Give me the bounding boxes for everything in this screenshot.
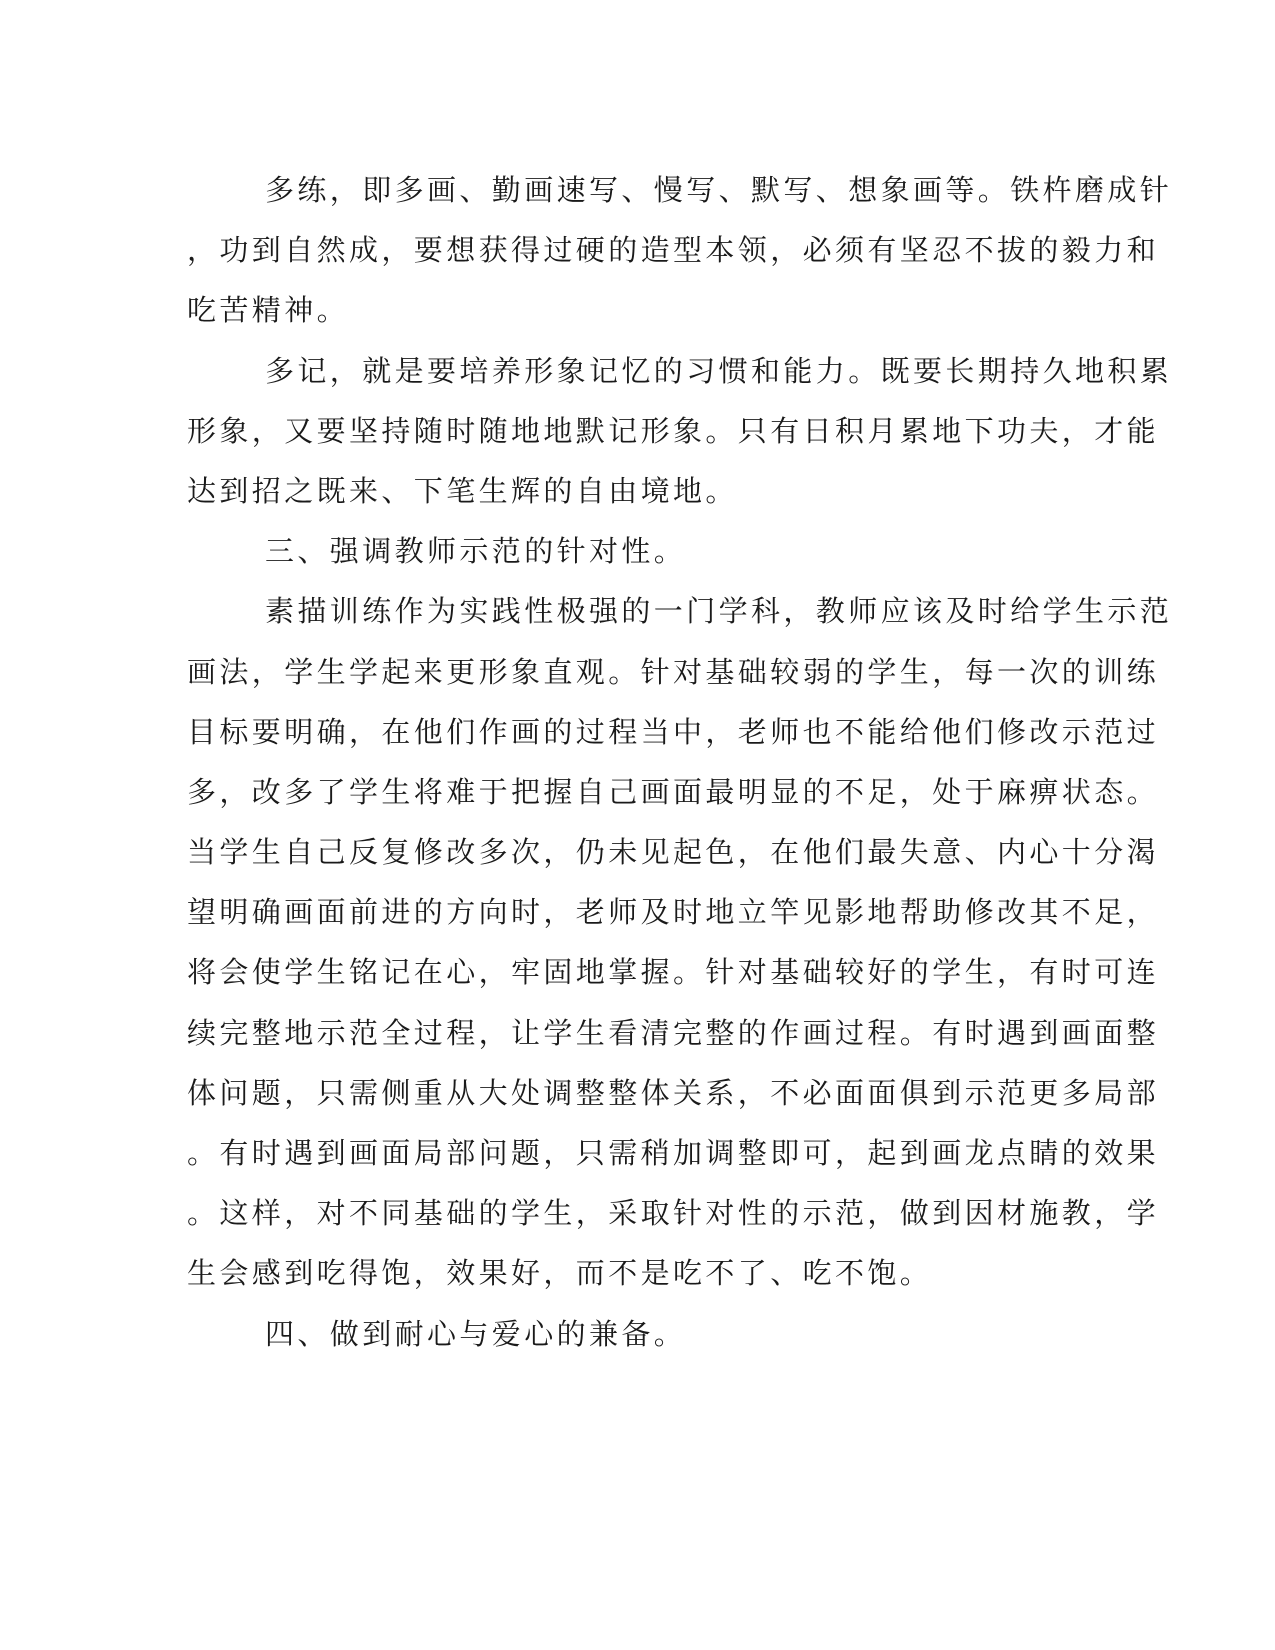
section-heading: 三、强调教师示范的针对性。 (265, 534, 687, 569)
text-line: 多记，就是要培养形象记忆的习惯和能力。既要长期持久地积累 (265, 353, 1173, 388)
text-line: 当学生自己反复修改多次，仍未见起色，在他们最失意、内心十分渴 (187, 835, 1160, 870)
text-line: 。这样，对不同基础的学生，采取针对性的示范，做到因材施教，学 (187, 1196, 1160, 1231)
text-line: 。有时遇到画面局部问题，只需稍加调整即可，起到画龙点睛的效果 (187, 1136, 1160, 1170)
text-line: 形象，又要坚持随时随地地默记形象。只有日积月累地下功夫，才能 (187, 413, 1160, 448)
section-heading: 四、做到耐心与爱心的兼备。 (265, 1316, 687, 1351)
text-line: 生会感到吃得饱，效果好，而不是吃不了、吃不饱。 (187, 1256, 933, 1291)
text-line: 体问题，只需侧重从大处调整整体关系，不必面面俱到示范更多局部 (187, 1075, 1160, 1110)
body-text (187, 160, 1173, 1364)
text-line: 多练，即多画、勤画速写、慢写、默写、想象画等。铁杵磨成针 (265, 173, 1173, 207)
text-line: 画法，学生学起来更形象直观。针对基础较弱的学生，每一次的训练 (187, 654, 1160, 689)
text-line: 将会使学生铭记在心，牢固地掌握。针对基础较好的学生，有时可连 (187, 955, 1160, 990)
text-line: 目标要明确，在他们作画的过程当中，老师也不能给他们修改示范过 (187, 714, 1160, 749)
text-line: 素描训练作为实践性极强的一门学科，教师应该及时给学生示范 (265, 594, 1173, 629)
text-line: ，功到自然成，要想获得过硬的造型本领，必须有坚忍不拔的毅力和 (187, 233, 1160, 268)
text-line: 续完整地示范全过程，让学生看清完整的作画过程。有时遇到画面整 (187, 1015, 1160, 1050)
text-line: 吃苦精神。 (187, 293, 350, 328)
text-line: 多，改多了学生将难于把握自己画面最明显的不足，处于麻痹状态。 (187, 774, 1160, 809)
text-line: 望明确画面前进的方向时，老师及时地立竿见影地帮助修改其不足， (187, 895, 1160, 930)
text-line: 达到招之既来、下笔生辉的自由境地。 (187, 473, 738, 508)
